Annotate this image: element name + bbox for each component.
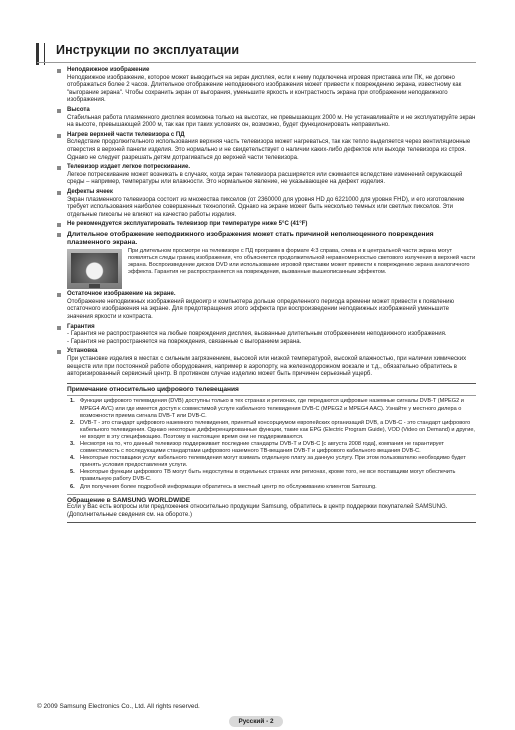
warranty-line: - Гарантия не распространяется на повреждения, связанные с выгоранием экрана. xyxy=(67,338,302,345)
section-still-image xyxy=(57,67,476,105)
note-number: 5. xyxy=(70,469,75,476)
digital-broadcast-note-box xyxy=(67,383,476,524)
section-temperature xyxy=(57,221,476,229)
note-item xyxy=(67,398,476,419)
note-box-title: Примечание относительно цифрового телевещания xyxy=(67,384,476,397)
copyright-text: © 2009 Samsung Electronics Co., Ltd. All rights reserved. xyxy=(37,703,200,710)
square-bullet-icon xyxy=(57,191,61,195)
contact-body: Если у Вас есть вопросы или предложения относительно продукции Samsung, обратитесь в центр поддержки покупателей SAMSUNG. (Дополнительные сведения см. на обороте.) xyxy=(67,504,448,518)
section-crackling xyxy=(57,164,476,187)
tv-illustration xyxy=(67,249,122,289)
section-body: Легкое потрескивание может возникать в случаях, когда экран телевизора расширяется или сжимается вследствие изменений окружающей среды – например, температуры или влажности. Это нормальное явление, не указывающее на дефект изделия. xyxy=(67,171,463,186)
square-bullet-icon xyxy=(57,166,61,170)
square-bullet-icon xyxy=(57,350,61,354)
figure-caption: При длительном просмотре на телевизоре с ПД программ в формате 4:3 справа, слева и в центральной части экрана могут появляться следы границ изображения, что объясняется продолжительной неравномерностью светового излучения в верхней части экрана. Воспроизведение дисков DVD или использование игровой приставки может привести к повреждению экрана аналогичного эффекта. Гарантия не распространяется на повреждения, вызванные вышеописанным эффектом. xyxy=(128,248,476,276)
tv-screen xyxy=(71,253,118,283)
note-text: Некоторые функции цифрового ТВ могут быть недоступны в отдельных странах или регионах, кроме того, не все поставщики могут обеспечить правильную работу DVB-C. xyxy=(80,469,456,483)
warranty-line: - Гарантия не распространяется на любые повреждения дисплея, вызванные длительным отображением неподвижного изображения. xyxy=(67,331,447,338)
note-item xyxy=(67,455,476,469)
section-heating xyxy=(57,132,476,162)
figure-row xyxy=(57,248,476,289)
section-long-display xyxy=(57,231,476,289)
section-body: Стабильная работа плазменного дисплея возможна только на высотах, не превышающих 2000 м. Не устанавливайте и не эксплуатируйте экран на высоте, превышающей 2000 м, так как при таких условиях он, возможно, будет функционировать неправильно. xyxy=(67,114,476,129)
note-text: Для получения более подробной информации обратитесь в местный центр по обслуживанию клиентов Samsung. xyxy=(80,483,377,490)
note-number: 3. xyxy=(70,440,75,447)
note-item xyxy=(67,420,476,441)
square-bullet-icon xyxy=(57,109,61,113)
section-body: Экран плазменного телевизора состоит из множества пикселов (от 2360000 для уровня HD до 6221000 для уровня FHD), и его изготовление требует использования наиболее совершенных технологий. Однако на экране может быть несколько темных или светлых пикселов. Эти отдельные пикселы не влияют на качество работы изделия. xyxy=(67,196,465,218)
section-body: Неподвижное изображение, которое может выводиться на экран дисплея, если к нему подключена игровая приставка или ПК, не должно отображаться более 2 часов. Длительное отображение неподвижного изображения может привести к повреждению экрана, известному как "выгорание экрана". Чтобы сохранить экран от выгорания, уменьшите яркость и контрастность экрана при отображении неподвижного изображения. xyxy=(67,74,462,104)
page-number-badge: Русский - 2 xyxy=(229,716,283,727)
section-altitude xyxy=(57,107,476,130)
section-body: Отображение неподвижных изображений видеоигр и компьютера дольше определенного периода времени может привести к появлению остаточного изображения на экране. Для предотвращения этого эффекта при воспроизведении неподвижных изображений уменьшите значения яркости и контраста. xyxy=(67,298,455,321)
square-bullet-icon xyxy=(57,134,61,138)
note-text: DVB-T - это стандарт цифрового наземного телевидения, принятый консорциумом европейских организаций DVB, а DVB-C - это стандарт цифрового кабельного телевидения. Однако некоторые дифференцированные функции, такие как EPG (Electric Program Guide), VOD (Video on Demand) и другие, не входят в эту спецификацию. Поэтому в настоящее время они не поддерживаются. xyxy=(80,419,475,440)
tv-stand xyxy=(89,284,100,288)
note-number: 1. xyxy=(70,398,75,405)
note-number: 4. xyxy=(70,455,75,462)
section-title: Неподвижное изображение xyxy=(67,67,150,73)
square-bullet-icon xyxy=(57,293,61,297)
note-item xyxy=(67,441,476,455)
section-installation xyxy=(57,348,476,378)
note-number: 6. xyxy=(70,483,75,490)
note-item xyxy=(67,469,476,483)
section-title: Гарантия xyxy=(67,323,95,330)
note-text: Несмотря на то, что данный телевизор поддерживает последние стандарты DVB-T и DVB-C [с августа 2008 года], компания не гарантирует совместимость с последующими стандартами цифрового наземного ТВ-вещания DVB-T и цифрового кабельного вещания DVB-C. xyxy=(80,440,444,455)
section-title: Нагрев верхней части телевизора с ПД xyxy=(67,131,185,138)
section-title: Высота xyxy=(67,106,90,113)
page-title: Инструкции по эксплуатации xyxy=(56,43,240,57)
content-area xyxy=(57,67,476,523)
section-body: Вследствие продолжительного использования верхняя часть телевизора может нагреваться, так как тепло выделяется через вентиляционные отверстия в верхней панели изделия. Это нормально и не свидетельствует о наличии каких-либо дефектов или выходе телевизора из строя. Однако не следует разрешать детям дотрагиваться до верхней части телевизора. xyxy=(67,139,471,161)
contact-title: Обращение в SAMSUNG WORLDWIDE xyxy=(67,494,476,505)
square-bullet-icon xyxy=(57,69,61,73)
section-title: Остаточное изображение на экране. xyxy=(67,291,176,298)
note-text: Некоторые поставщики услуг кабельного телевидения могут взимать отдельную плату за данную услугу. При этом пользователю необходимо будет принять условия предоставления услуги. xyxy=(80,455,466,469)
note-list xyxy=(67,398,476,490)
note-text: Функции цифрового телевидения (DVB) доступны только в тех странах и регионах, где передаются цифровые наземные сигналы DVB-T (MPEG2 и MPEG4 AVC) или где имеется доступ к совместимой услуге кабельного телевидения DVB-C (MPEG2 и MPEG4 AAC). Узнайте у местного дилера о возможности приема сигнала DVB-T или DVB-C. xyxy=(80,398,464,419)
section-residual-image xyxy=(57,291,476,321)
title-divider xyxy=(37,62,476,63)
section-title: Дефекты ячеек xyxy=(67,188,113,195)
section-title: Телевизор издает легкое потрескивание. xyxy=(67,164,191,171)
square-bullet-icon xyxy=(57,233,61,237)
section-warranty xyxy=(57,324,476,347)
section-cell-defects xyxy=(57,189,476,219)
note-item xyxy=(67,484,476,491)
section-title: Не рекомендуется эксплуатировать телевизор при температуре ниже 5°C (41°F) xyxy=(67,221,308,228)
square-bullet-icon xyxy=(57,223,61,227)
note-number: 2. xyxy=(70,419,75,426)
section-title: Длительное отображение неподвижного изображения может стать причиной неполноценного повреждения плазменного экрана. xyxy=(67,230,434,247)
square-bullet-icon xyxy=(57,326,61,330)
section-title: Установка xyxy=(67,348,98,355)
section-body: При установке изделия в местах с сильным загрязнением, высокой или низкой температурой, высокой влажностью, при наличии химических веществ или при постоянной работе оборудования, например в аэропорту, на железнодорожном вокзале и т.д., обязательно обратитесь в авторизированный сервисный центр. В противном случае изделию может быть причинен серьезный ущерб. xyxy=(67,356,467,378)
